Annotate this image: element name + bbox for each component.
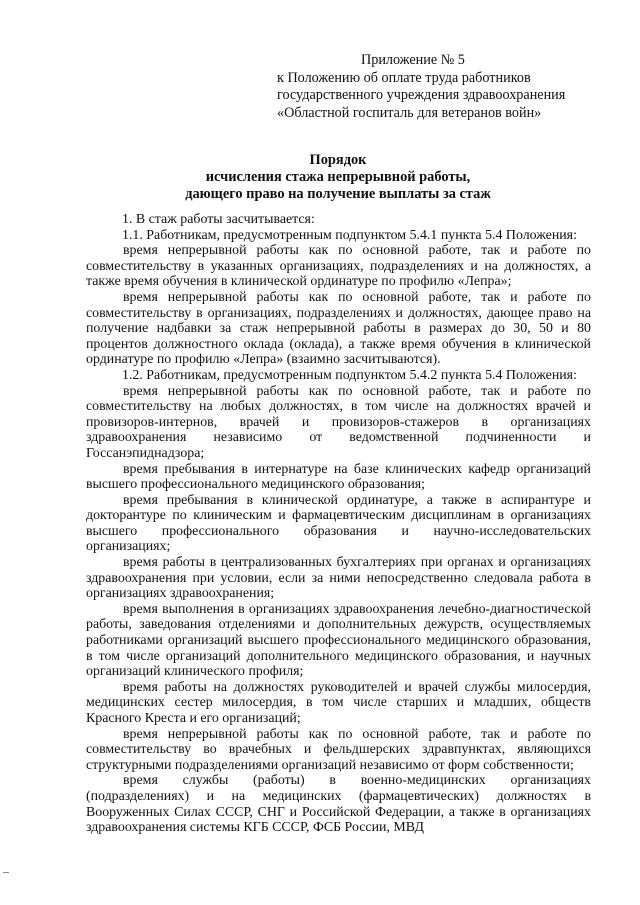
subsection-heading: 1.1. Работникам, предусмотренным подпунктом 5.4.1 пункта 5.4 Положения: (122, 227, 577, 243)
subsection-heading: 1.2. Работникам, предусмотренным подпунктом 5.4.2 пункта 5.4 Положения: (122, 367, 577, 383)
paragraph: время непрерывной работы как по основной работе, так и работе по совместительству в указанных организациях, подразделениях и на должностях, а также время обучения в клинической ординатуре по профилю «Лепра»; (86, 243, 591, 290)
appendix-line: «Областной госпиталь для ветеранов войн» (277, 104, 542, 121)
paragraph: время выполнения в организациях здравоохранения лечебно-диагностической работы, заведования отделениями и дополнительных дежурств, осуществляемых работниками организаций высшего профессионального медицинского образования, в том числе организаций дополнительного медицинского образования, и научных организаций клинического профиля; (86, 601, 591, 680)
paragraph: время работы на должностях руководителей и врачей службы милосердия, медицинских сестер милосердия, в том числе старших и младших, обществ Красного Креста и его организаций; (86, 679, 591, 726)
paragraph: время непрерывной работы как по основной работе, так и работе по совместительству в организациях, подразделениях и должностях, дающее право на получение надбавки за стаж непрерывной работы в размерах до 30, 50 и 80 процентов должностного оклада (оклада), а также время обучения в клинической ординатуре по профилю «Лепра» (взаимно засчитываются). (86, 289, 591, 368)
appendix-title: Приложение № 5 (361, 52, 465, 68)
appendix-line: к Положению об оплате труда работников (277, 69, 531, 86)
section-heading: 1. В стаж работы засчитывается: (122, 212, 315, 227)
heading-subtitle: исчисления стажа непрерывной работы, (205, 169, 471, 185)
paragraph: время пребывания в клинической ординатуре, а также в аспирантуре и докторантуре по клиническим и фармацевтическим дисциплинам в организациях высшего профессионального образования и научно-исследовательских организациях; (86, 492, 591, 555)
paragraph: время работы в централизованных бухгалтериях при органах и организациях здравоохранения при условии, если за ними непосредственно следовала работа в организациях здравоохранения; (86, 555, 591, 602)
heading-title: Порядок (309, 152, 367, 168)
paragraph: время пребывания в интернатуре на базе клинических кафедр организаций высшего профессионального медицинского образования; (86, 461, 591, 493)
paragraph: время непрерывной работы как по основной работе, так и работе по совместительству на любых должностях, в том числе на должностях врачей и провизоров-интернов, врачей и провизоров-стажеров в организациях здравоохранения независимо от ведомственной подчиненности и Госсанэпиднадзора; (86, 383, 591, 461)
scan-edge-mark (3, 872, 9, 873)
paragraph: время непрерывной работы как по основной работе, так и работе по совместительству во врачебных и фельдшерских здравпунктах, являющихся структурными подразделениями организаций независимо от форм собственности; (86, 726, 591, 773)
appendix-header (277, 52, 617, 122)
heading-subtitle: дающего право на получение выплаты за стаж (185, 186, 491, 202)
paragraph: время службы (работы) в военно-медицинских организациях (подразделениях) и на медицинских (фармацевтических) должностях в Вооруженных Силах СССР, СНГ и Российской Федерации, а также в организациях здравоохранения системы КГБ СССР, ФСБ России, МВД (86, 773, 591, 836)
document-body (86, 212, 591, 836)
appendix-line: государственного учреждения здравоохранения (277, 87, 566, 103)
document-heading (95, 152, 581, 203)
